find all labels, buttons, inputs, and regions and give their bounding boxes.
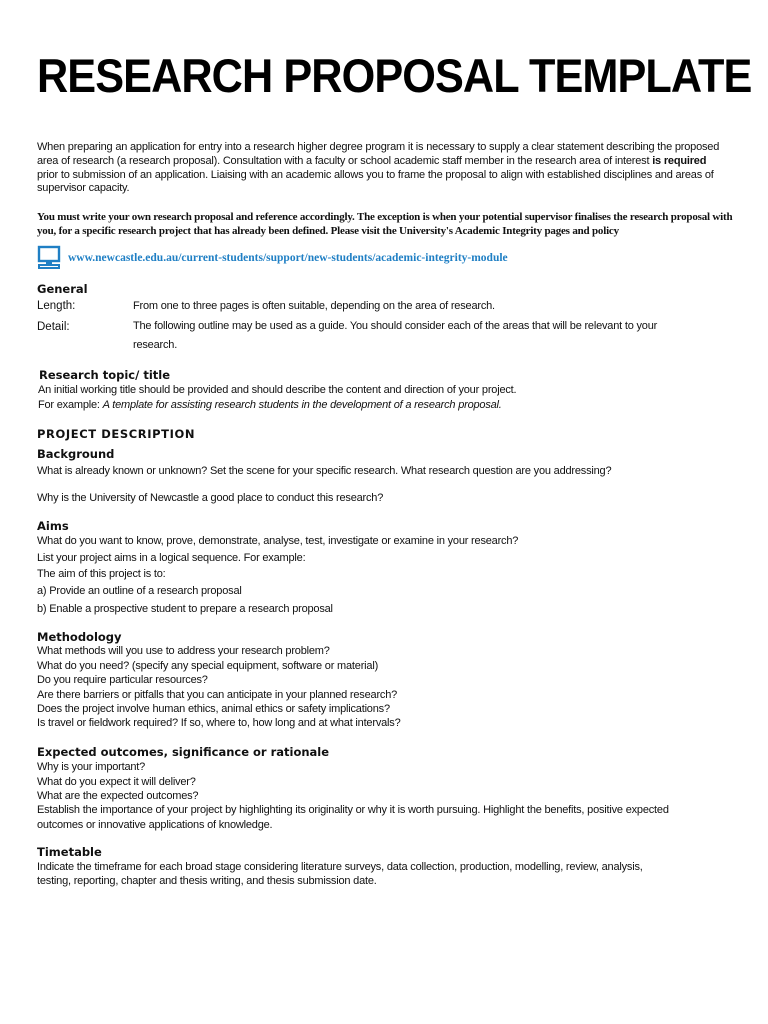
research-topic-line: An initial working title should be provided and should describe the content and direction of your project. bbox=[38, 384, 517, 396]
methodology-heading: Methodology bbox=[37, 630, 122, 644]
intro-text-2: prior to submission of an application. Liaising with an academic allows you to frame the proposal to align with established disciplines and areas of supervisor capacity. bbox=[37, 168, 714, 195]
research-topic-example bbox=[38, 398, 502, 413]
background-line-1: What is already known or unknown? Set the scene for your specific research. What research question are you addressing? bbox=[37, 465, 612, 477]
outcomes-line: What are the expected outcomes? bbox=[37, 790, 199, 802]
outcomes-line: What do you expect it will deliver? bbox=[37, 776, 196, 788]
methodology-line: Does the project involve human ethics, animal ethics or safety implications? bbox=[37, 703, 390, 715]
outcomes-line: Why is your important? bbox=[37, 761, 146, 773]
length-value: From one to three pages is often suitable, depending on the area of research. bbox=[133, 300, 495, 312]
computer-icon bbox=[37, 245, 61, 271]
aims-item-a: a) Provide an outline of a research proposal bbox=[37, 585, 242, 597]
aims-item-b: b) Enable a prospective student to prepare a research proposal bbox=[37, 603, 333, 615]
research-topic-heading: Research topic/ title bbox=[39, 368, 171, 382]
outcomes-heading: Expected outcomes, significance or rationale bbox=[37, 745, 330, 759]
aims-line-1: What do you want to know, prove, demonstrate, analyse, test, investigate or examine in your research? bbox=[37, 535, 519, 547]
outcomes-line: outcomes or innovative applications of knowledge. bbox=[37, 819, 273, 831]
timetable-line: testing, reporting, chapter and thesis writing, and thesis submission date. bbox=[37, 875, 377, 887]
example-title: A template for assisting research students in the development of a research proposal. bbox=[102, 399, 502, 411]
integrity-link-row bbox=[37, 245, 508, 271]
outcomes-line: Establish the importance of your project by highlighting its originality or why it is worth pursuing. Highlight the benefits, positive expected bbox=[37, 804, 669, 816]
timetable-line: Indicate the timeframe for each broad stage considering literature surveys, data collection, production, modelling, review, analysis, bbox=[37, 861, 643, 873]
methodology-line: Do you require particular resources? bbox=[37, 674, 208, 686]
detail-label: Detail: bbox=[37, 321, 70, 333]
methodology-line: Is travel or fieldwork required? If so, where to, how long and at what intervals? bbox=[37, 717, 401, 729]
intro-text-1: When preparing an application for entry into a research higher degree program it is necessary to supply a clear statement describing the proposed area of research (a research proposal). Consultation with a faculty or school academic staff member in the research area of interest bbox=[37, 141, 720, 167]
intro-required: is required bbox=[652, 154, 707, 167]
methodology-line: What methods will you use to address your research problem? bbox=[37, 645, 330, 657]
page-title: RESEARCH PROPOSAL TEMPLATE bbox=[37, 49, 752, 102]
length-label: Length: bbox=[37, 300, 76, 312]
aims-heading: Aims bbox=[37, 519, 69, 533]
methodology-line: Are there barriers or pitfalls that you can anticipate in your planned research? bbox=[37, 689, 398, 701]
timetable-heading: Timetable bbox=[37, 845, 102, 859]
aims-line-2: List your project aims in a logical sequence. For example: bbox=[37, 552, 306, 564]
methodology-line: What do you need? (specify any special equipment, software or material) bbox=[37, 660, 379, 672]
background-heading: Background bbox=[37, 447, 115, 461]
project-description-heading: PROJECT DESCRIPTION bbox=[37, 427, 196, 441]
example-prefix: For example: bbox=[38, 399, 103, 411]
intro-paragraph bbox=[37, 141, 727, 196]
integrity-notice: You must write your own research proposal and reference accordingly. The exception is when your potential supervisor finalises the research proposal with you, for a specific research project that has already been defined. Please visit the University's Academic Integrity pages and policy bbox=[37, 211, 733, 237]
detail-value: The following outline may be used as a guide. You should consider each of the areas that will be relevant to your research. bbox=[133, 320, 658, 351]
academic-integrity-link[interactable]: www.newcastle.edu.au/current-students/support/new-students/academic-integrity-module bbox=[68, 252, 508, 264]
background-line-2: Why is the University of Newcastle a good place to conduct this research? bbox=[37, 492, 384, 504]
general-heading: General bbox=[37, 282, 88, 296]
aims-line-3: The aim of this project is to: bbox=[37, 568, 166, 580]
